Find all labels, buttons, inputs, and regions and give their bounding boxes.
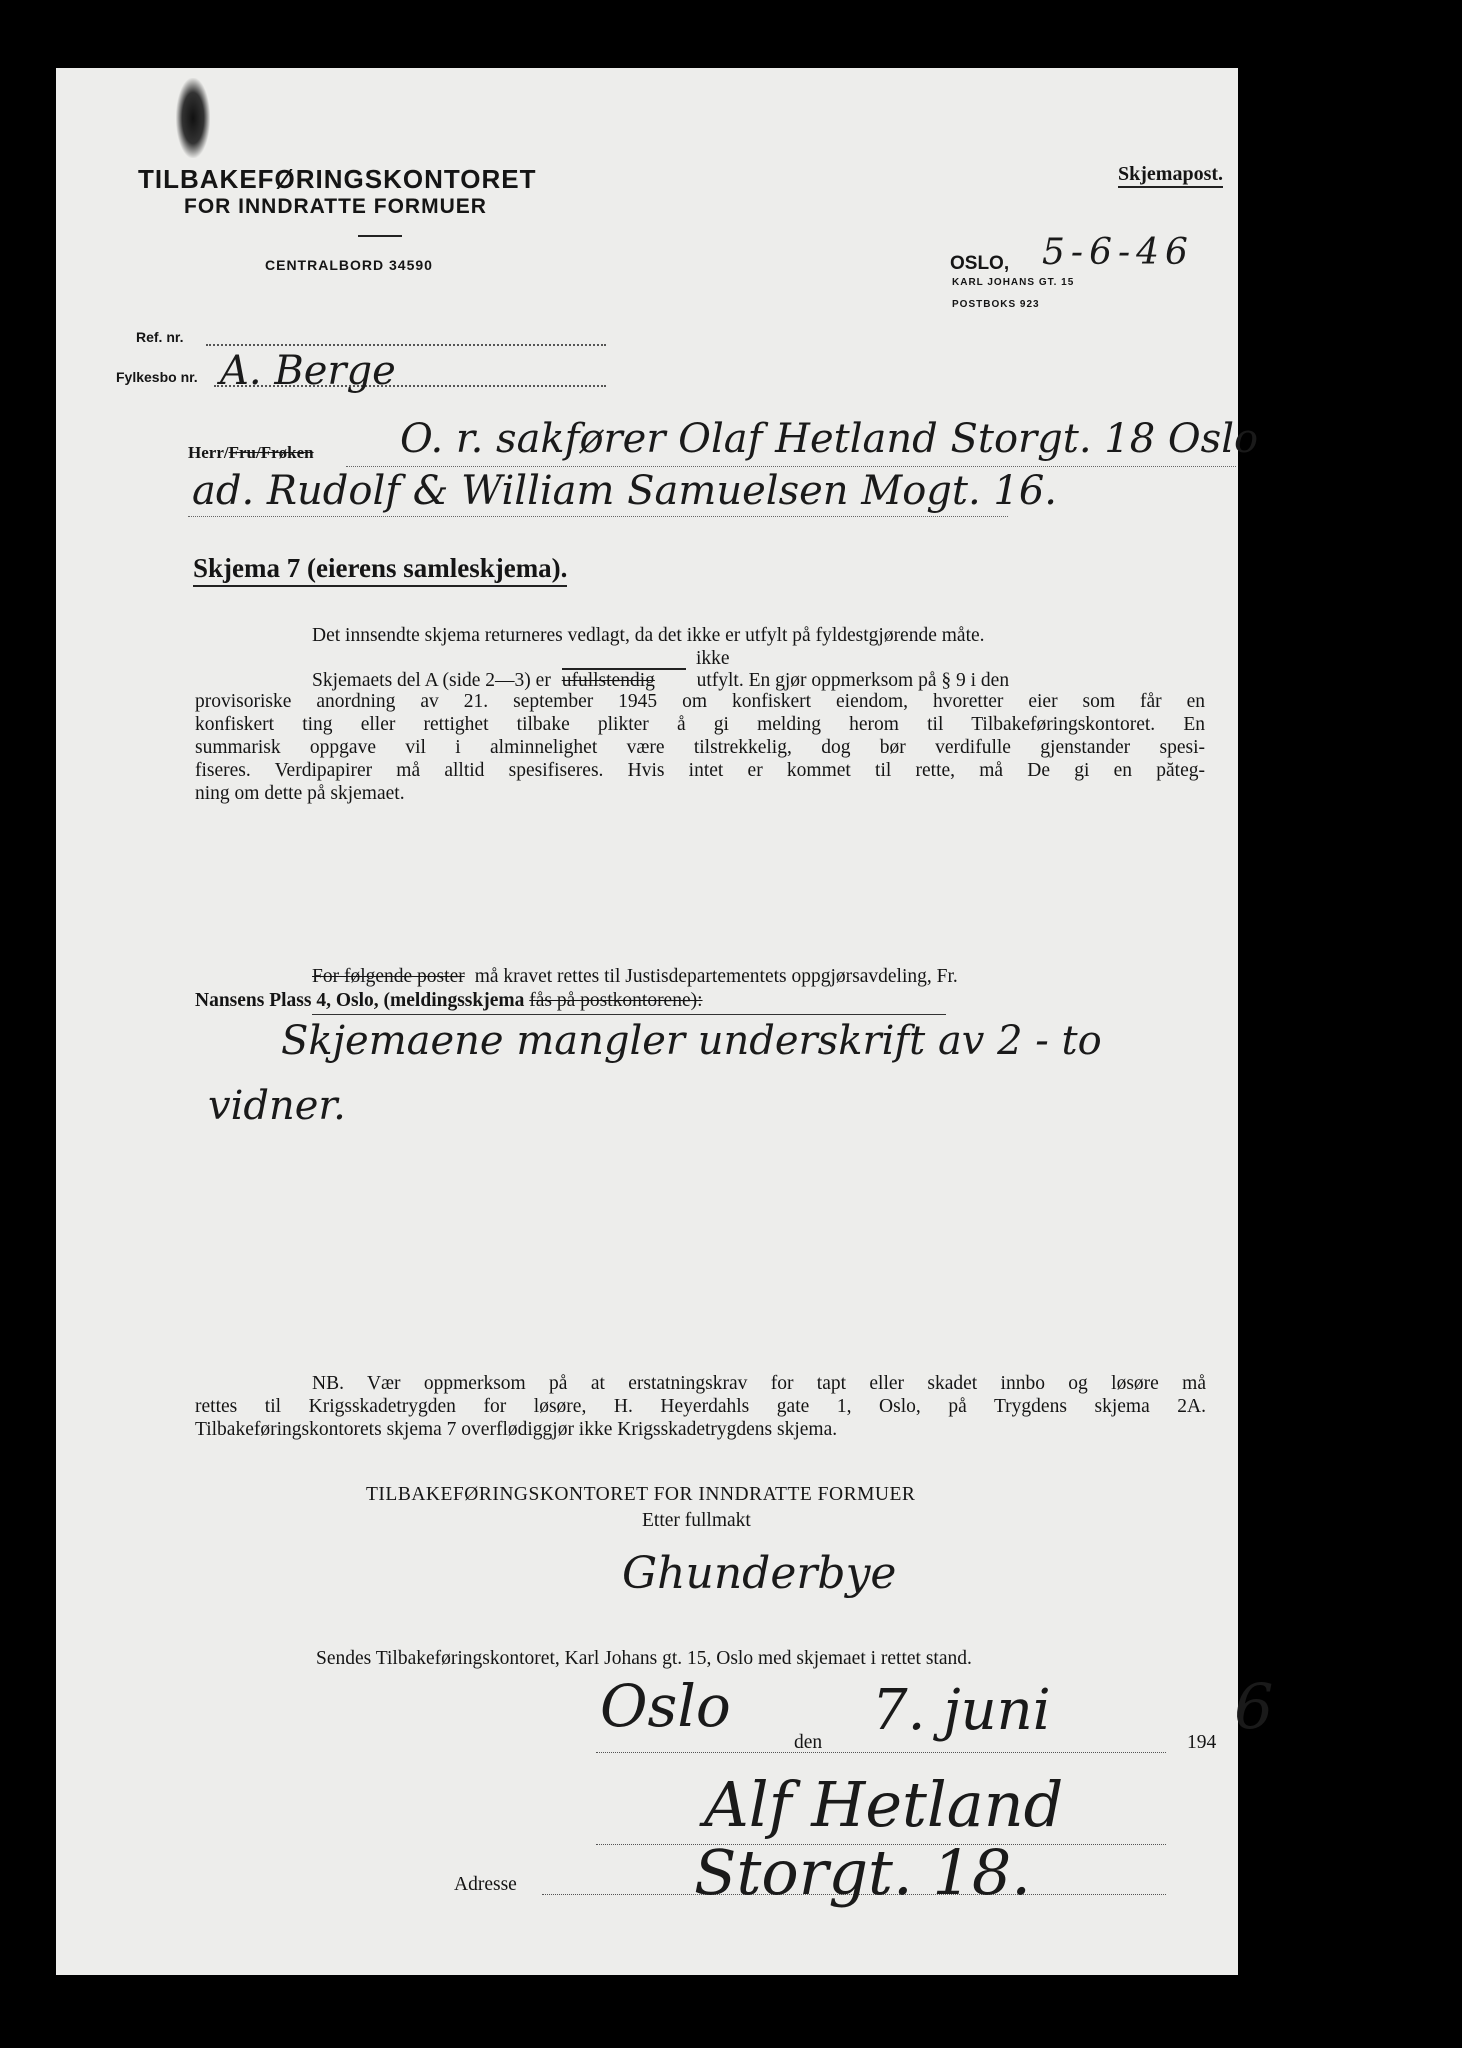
signature-fullmakt: Etter fullmakt	[642, 1510, 751, 1531]
form-title: Skjema 7 (eierens samleskjema).	[193, 553, 567, 587]
paragraph2-line1	[312, 966, 1206, 988]
addressee-line1-rule	[346, 466, 1236, 467]
switchboard-number: CENTRALBORD 34590	[265, 257, 433, 273]
ikke-insert: ikke	[696, 648, 730, 669]
document-page	[56, 68, 1274, 1975]
paragraph1-line3: provisoriske anordning av 21. september 1945 om konfiskert eiendom, hvoretter eier som får en	[195, 691, 1205, 712]
paragraph1-line5: summarisk oppgave vil i alminnelighet være tilstrekkelig, dog bør verdifulle gjenstander spesi-	[195, 737, 1205, 758]
paragraph2-line2-a: Nansens Plass 4, Oslo, (meldingsskjema	[195, 990, 525, 1011]
signature-handwritten: Ghunderbye	[622, 1548, 897, 1599]
signature-org: TILBAKEFØRINGSKONTORET FOR INNDRATTE FORMUER	[366, 1484, 916, 1505]
addressee-label-herr: Herr/	[188, 443, 229, 462]
return-date-line	[596, 1752, 1166, 1753]
address-line2: POSTBOKS 923	[952, 299, 1040, 310]
return-instruction: Sendes Tilbakeføringskontoret, Karl Johans gt. 15, Oslo med skjemaet i rettet stand.	[316, 1648, 972, 1669]
paragraph2-underline	[312, 1014, 946, 1015]
paragraph1-line2-b: utfylt. En gjør oppmerksom på § 9 i den	[696, 670, 1010, 691]
paragraph1-line2	[312, 668, 1009, 692]
paragraph1-line2-a: Skjemaets del A (side 2—3) er	[312, 670, 551, 691]
addressee-line1-handwritten: O. r. sakfører Olaf Hetland Storgt. 18 Oslo	[400, 416, 1259, 462]
letterhead-org-line2: FOR INNDRATTE FORMUER	[184, 195, 487, 218]
paragraph2-struck: For følgende poster	[312, 966, 465, 987]
ref-dotted-line	[206, 344, 606, 346]
nb-line1: NB. Vær oppmerksom på at erstatningskrav for tapt eller skadet innbo og løsøre må	[312, 1373, 1206, 1394]
nb-line3: Tilbakeføringskontorets skjema 7 overflødiggjør ikke Krigsskadetrygdens skjema.	[195, 1419, 838, 1440]
paragraph1-line6: fiseres. Verdipapirer må alltid spesifiseres. Hvis intet er kommet til rette, må De gi en păteg-	[195, 760, 1205, 781]
return-name-handwritten: Alf Hetland	[704, 1768, 1064, 1841]
paragraph1-line2-struck: ufullstendig	[562, 668, 686, 692]
city-label: OSLO,	[950, 253, 1010, 274]
letterhead-org-line1: TILBAKEFØRINGSKONTORET	[138, 164, 537, 194]
addressee-label	[188, 443, 314, 463]
paragraph1-line7: ning om dette på skjemaet.	[195, 783, 405, 804]
paragraph2-line1-text: må kravet rettes til Justisdepartementets oppgjørsavdeling, Fr.	[474, 966, 958, 987]
return-den-label: den	[794, 1732, 823, 1753]
handwritten-note-line1: Skjemaene mangler underskrift av 2 - to	[281, 1018, 1102, 1064]
return-day-handwritten: 7. juni	[872, 1678, 1051, 1743]
paragraph1-line1: Det innsendte skjema returneres vedlagt, da det ikke er utfylt på fyldestgjørende måte.	[312, 625, 985, 646]
paragraph2-line2-struck: fås på postkontorene):	[529, 990, 703, 1011]
return-place-handwritten: Oslo	[600, 1672, 731, 1740]
letterhead-rule	[358, 235, 402, 237]
date-handwritten: 5-6-46	[1042, 232, 1194, 273]
paragraph2-line2	[195, 990, 703, 1012]
skjemapost-label: Skjemapost.	[1118, 163, 1223, 188]
nb-line2: rettes til Krigsskadetrygden for løsøre, H. Heyerdahls gate 1, Oslo, på Trygdens skjema 2A.	[195, 1396, 1206, 1417]
return-adresse-label: Adresse	[454, 1874, 517, 1895]
addressee-line2-handwritten: ad. Rudolf & William Samuelsen Mogt. 16.	[192, 468, 1057, 514]
handwritten-note-line2: vidner.	[208, 1083, 346, 1129]
return-adresse-handwritten: Storgt. 18.	[694, 1836, 1031, 1909]
fylkesbo-handwritten: A. Berge	[220, 348, 396, 394]
addressee-line2-rule	[188, 516, 1008, 517]
return-year-handwritten: 6	[1234, 1670, 1274, 1743]
ref-label: Ref. nr.	[136, 329, 184, 345]
fylkesbo-label: Fylkesbo nr.	[116, 369, 198, 385]
addressee-label-struck: Fru/Frøken	[228, 443, 314, 462]
ink-smudge	[176, 78, 210, 158]
return-year-printed: 194	[1187, 1732, 1217, 1753]
paragraph1-line4: konfiskert ting eller rettighet tilbake plikter å gi melding herom til Tilbakeføringskontoret. En	[195, 714, 1205, 735]
address-line1: KARL JOHANS GT. 15	[952, 277, 1075, 288]
